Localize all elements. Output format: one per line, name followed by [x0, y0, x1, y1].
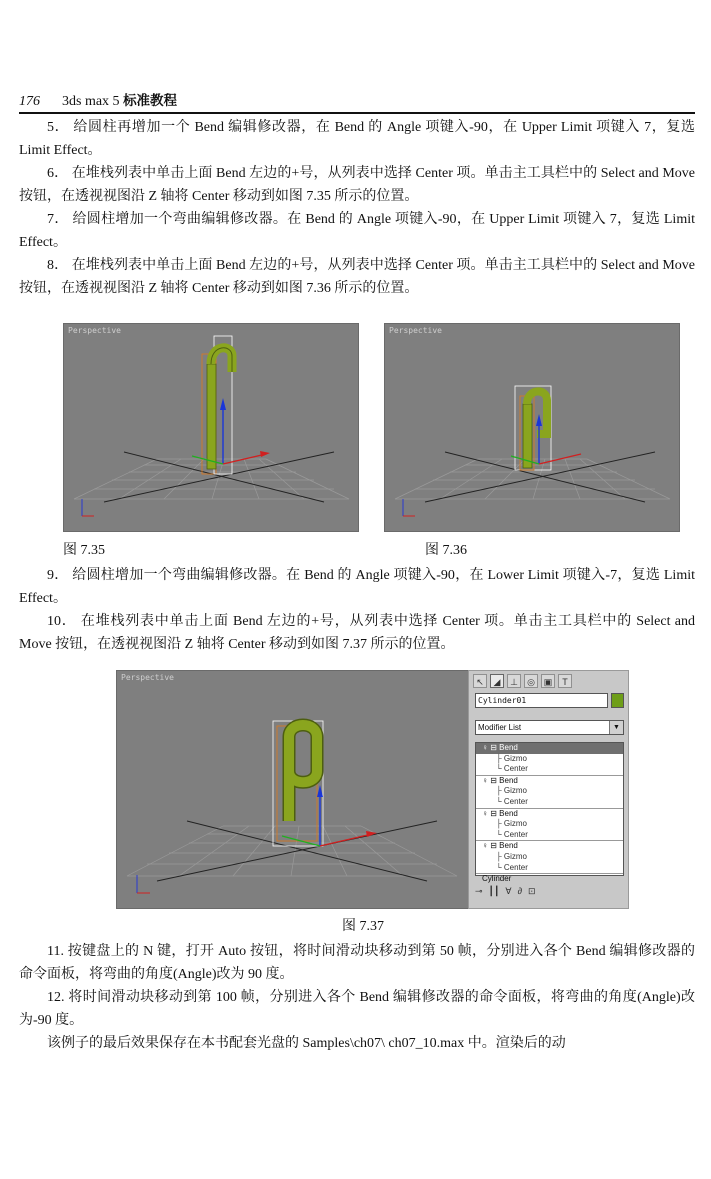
axis-tripod — [137, 875, 150, 893]
paragraph-step-8: 8． 在堆栈列表中单击上面 Bend 左边的+号，从列表中选择 Center 项。单击主工具栏中的 Select and Move 按钮，在透视视图沿 Z 轴将 Center 移动到如图 7.36 所示的位置。 — [19, 258, 695, 296]
figure-7-36-scene — [385, 324, 679, 531]
object-name-field[interactable]: Cylinder01 — [475, 693, 608, 708]
utilities-tab-icon[interactable]: T — [558, 674, 572, 688]
paragraph-step-12: 12. 将时间滑动块移动到第 100 帧，分别进入各个 Bend 编辑修改器的命令面板，将弯曲的角度(Angle)改为-90 度。 — [19, 990, 695, 1028]
viewport-label: Perspective — [389, 326, 442, 335]
page-header — [19, 92, 695, 110]
stack-item-center[interactable]: └ Center — [496, 829, 528, 839]
paragraph-conclusion: 该例子的最后效果保存在本书配套光盘的 Samples\ch07\ ch07_10.max 中。渲染后的动 — [47, 1036, 566, 1051]
stack-item-center[interactable]: └ Center — [496, 764, 528, 774]
show-end-result-icon[interactable]: ┃┃ — [488, 885, 500, 896]
axis-tripod — [403, 499, 415, 516]
figure-7-37-scene — [117, 671, 468, 908]
stack-item-gizmo[interactable]: ├ Gizmo — [496, 753, 528, 763]
stack-item-gizmo[interactable]: ├ Gizmo — [496, 851, 528, 861]
figure-7-35-scene — [64, 324, 358, 531]
make-unique-icon[interactable]: ∀ — [505, 885, 512, 896]
chevron-down-icon[interactable]: ▼ — [609, 721, 623, 734]
stack-item-gizmo[interactable]: ├ Gizmo — [496, 786, 528, 796]
stack-item-bend[interactable]: ♀ ⊟ Bend — [476, 775, 623, 787]
viewport-label: Perspective — [68, 326, 121, 335]
stack-item-bend[interactable]: ♀ ⊟ Bend — [476, 840, 623, 852]
axis-tripod — [82, 499, 94, 516]
figure-7-35-caption: 图 7.35 — [63, 543, 105, 558]
stack-item-bend[interactable]: ♀ ⊟ Bend — [476, 743, 623, 754]
display-tab-icon[interactable]: ▣ — [541, 674, 555, 688]
ground-grid — [127, 826, 457, 876]
paragraph-step-6: 6． 在堆栈列表中单击上面 Bend 左边的+号，从列表中选择 Center 项。单击主工具栏中的 Select and Move 按钮，在透视视图沿 Z 轴将 Center 移动到如图 7.35 所示的位置。 — [19, 166, 695, 204]
paragraph-step-5: 5． 给圆柱再增加一个 Bend 编辑修改器，在 Bend 的 Angle 项键入-90，在 Upper Limit 项键入 7，复选 Limit Effect。 — [19, 120, 695, 158]
hierarchy-tab-icon[interactable]: ⊥ — [507, 674, 521, 688]
bent-cylinder — [515, 386, 551, 470]
stack-item-cylinder[interactable]: Cylinder — [476, 873, 623, 885]
book-title — [62, 94, 177, 109]
paragraph-step-9: 9． 给圆柱增加一个弯曲编辑修改器。在 Bend 的 Angle 项键入-90，在 Lower Limit 项键入-7，复选 Limit Effect。 — [19, 568, 695, 606]
command-panel-tabs — [473, 674, 572, 688]
remove-modifier-icon[interactable]: ∂ — [517, 886, 523, 896]
figure-7-35-viewport — [63, 323, 359, 532]
modifier-stack — [475, 742, 624, 884]
stack-toolbar — [475, 882, 624, 900]
figure-7-36-caption: 图 7.36 — [425, 543, 467, 558]
header-rule — [19, 112, 695, 114]
paragraph-step-7: 7． 给圆柱增加一个弯曲编辑修改器。在 Bend 的 Angle 项键入-90，在 Upper Limit 项键入 7，复选 Limit Effect。 — [19, 212, 695, 250]
object-color-swatch[interactable] — [611, 693, 624, 708]
motion-tab-icon[interactable]: ◎ — [524, 674, 538, 688]
stack-item-bend[interactable]: ♀ ⊟ Bend — [476, 808, 623, 820]
transform-gizmo — [192, 398, 270, 464]
command-panel — [468, 670, 629, 909]
viewport-label: Perspective — [121, 673, 174, 682]
book-title-main: 标准教程 — [123, 93, 178, 109]
bent-cylinder — [202, 336, 232, 474]
paragraph-step-11: 11. 按键盘上的 N 键，打开 Auto 按钮，将时间滑动块移动到第 50 帧，分别进入各个 Bend 编辑修改器的命令面板，将弯曲的角度(Angle)改为 90 度。 — [19, 944, 695, 982]
create-tab-icon[interactable]: ↖ — [473, 674, 487, 688]
stack-item-center[interactable]: └ Center — [496, 796, 528, 806]
figure-7-36-viewport — [384, 323, 680, 532]
book-title-prefix: 3ds max 5 — [62, 94, 124, 109]
page-number: 176 — [19, 94, 40, 109]
pin-stack-icon[interactable]: ⊸ — [475, 885, 483, 896]
configure-sets-icon[interactable]: ⊡ — [528, 885, 536, 896]
modifier-list-dropdown[interactable] — [475, 720, 624, 735]
transform-gizmo — [282, 785, 377, 846]
stack-item-gizmo[interactable]: ├ Gizmo — [496, 819, 528, 829]
paragraph-step-10: 10． 在堆栈列表中单击上面 Bend 左边的+号，从列表中选择 Center 项。单击主工具栏中的 Select and Move 按钮，在透视视图沿 Z 轴将 Center 移动到如图 7.37 所示的位置。 — [19, 614, 695, 652]
modify-tab-icon[interactable]: ◢ — [490, 674, 504, 688]
figure-7-37-viewport — [116, 670, 469, 909]
bent-cylinder — [273, 721, 323, 846]
figure-7-37-caption: 图 7.37 — [342, 919, 384, 934]
stack-item-center[interactable]: └ Center — [496, 862, 528, 872]
modifier-list-label: Modifier List — [478, 723, 522, 732]
